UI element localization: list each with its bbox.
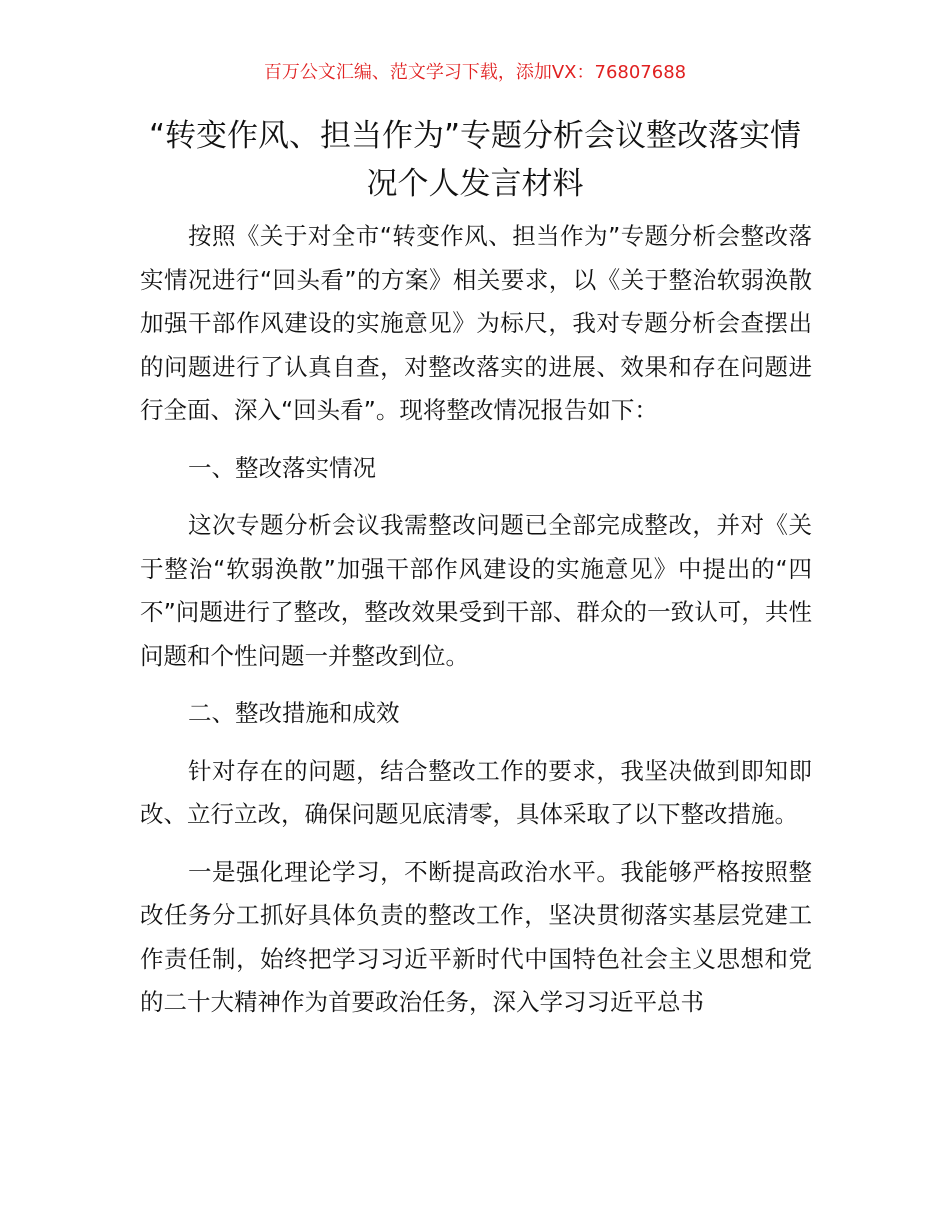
- section-heading-2: 二、整改措施和成效: [188, 699, 400, 727]
- document-body: [140, 215, 812, 1039]
- paragraph-intro: 按照《关于对全市“转变作风、担当作为”专题分析会整改落实情况进行“回头看”的方案》相关要求，以《关于整治软弱涣散加强干部作风建设的实施意见》为标尺，我对专题分析会查摆出的问题进行了认真自查，对整改落实的进展、效果和存在问题进行全面、深入“回头看”。现将整改情况报告如下：: [140, 222, 812, 424]
- section-heading-1: 一、整改落实情况: [188, 453, 376, 482]
- paragraph-rectification-status: 这次专题分析会议我需整改问题已全部完成整改，并对《关于整治“软弱涣散”加强干部作风建设的实施意见》中提出的“四不”问题进行了整改，整改效果受到干部、群众的一致认可，共性问题和个性问题一并整改到位。: [140, 511, 812, 670]
- paragraph-measures-intro: 针对存在的问题，结合整改工作的要求，我坚决做到即知即改、立行立改，确保问题见底清零，具体采取了以下整改措施。: [140, 756, 812, 828]
- watermark-text: 百万公文汇编、范文学习下载，添加VX：76807688: [263, 62, 687, 83]
- document-title: “转变作风、担当作为”专题分析会议整改落实情况个人发言材料: [148, 118, 802, 202]
- paragraph-measure-1: 一是强化理论学习，不断提高政治水平。我能够严格按照整改任务分工抓好具体负责的整改工作，坚决贯彻落实基层党建工作责任制，始终把学习习近平新时代中国特色社会主义思想和党的二十大精神作为首要政治任务，深入学习习近平总书: [140, 857, 812, 1016]
